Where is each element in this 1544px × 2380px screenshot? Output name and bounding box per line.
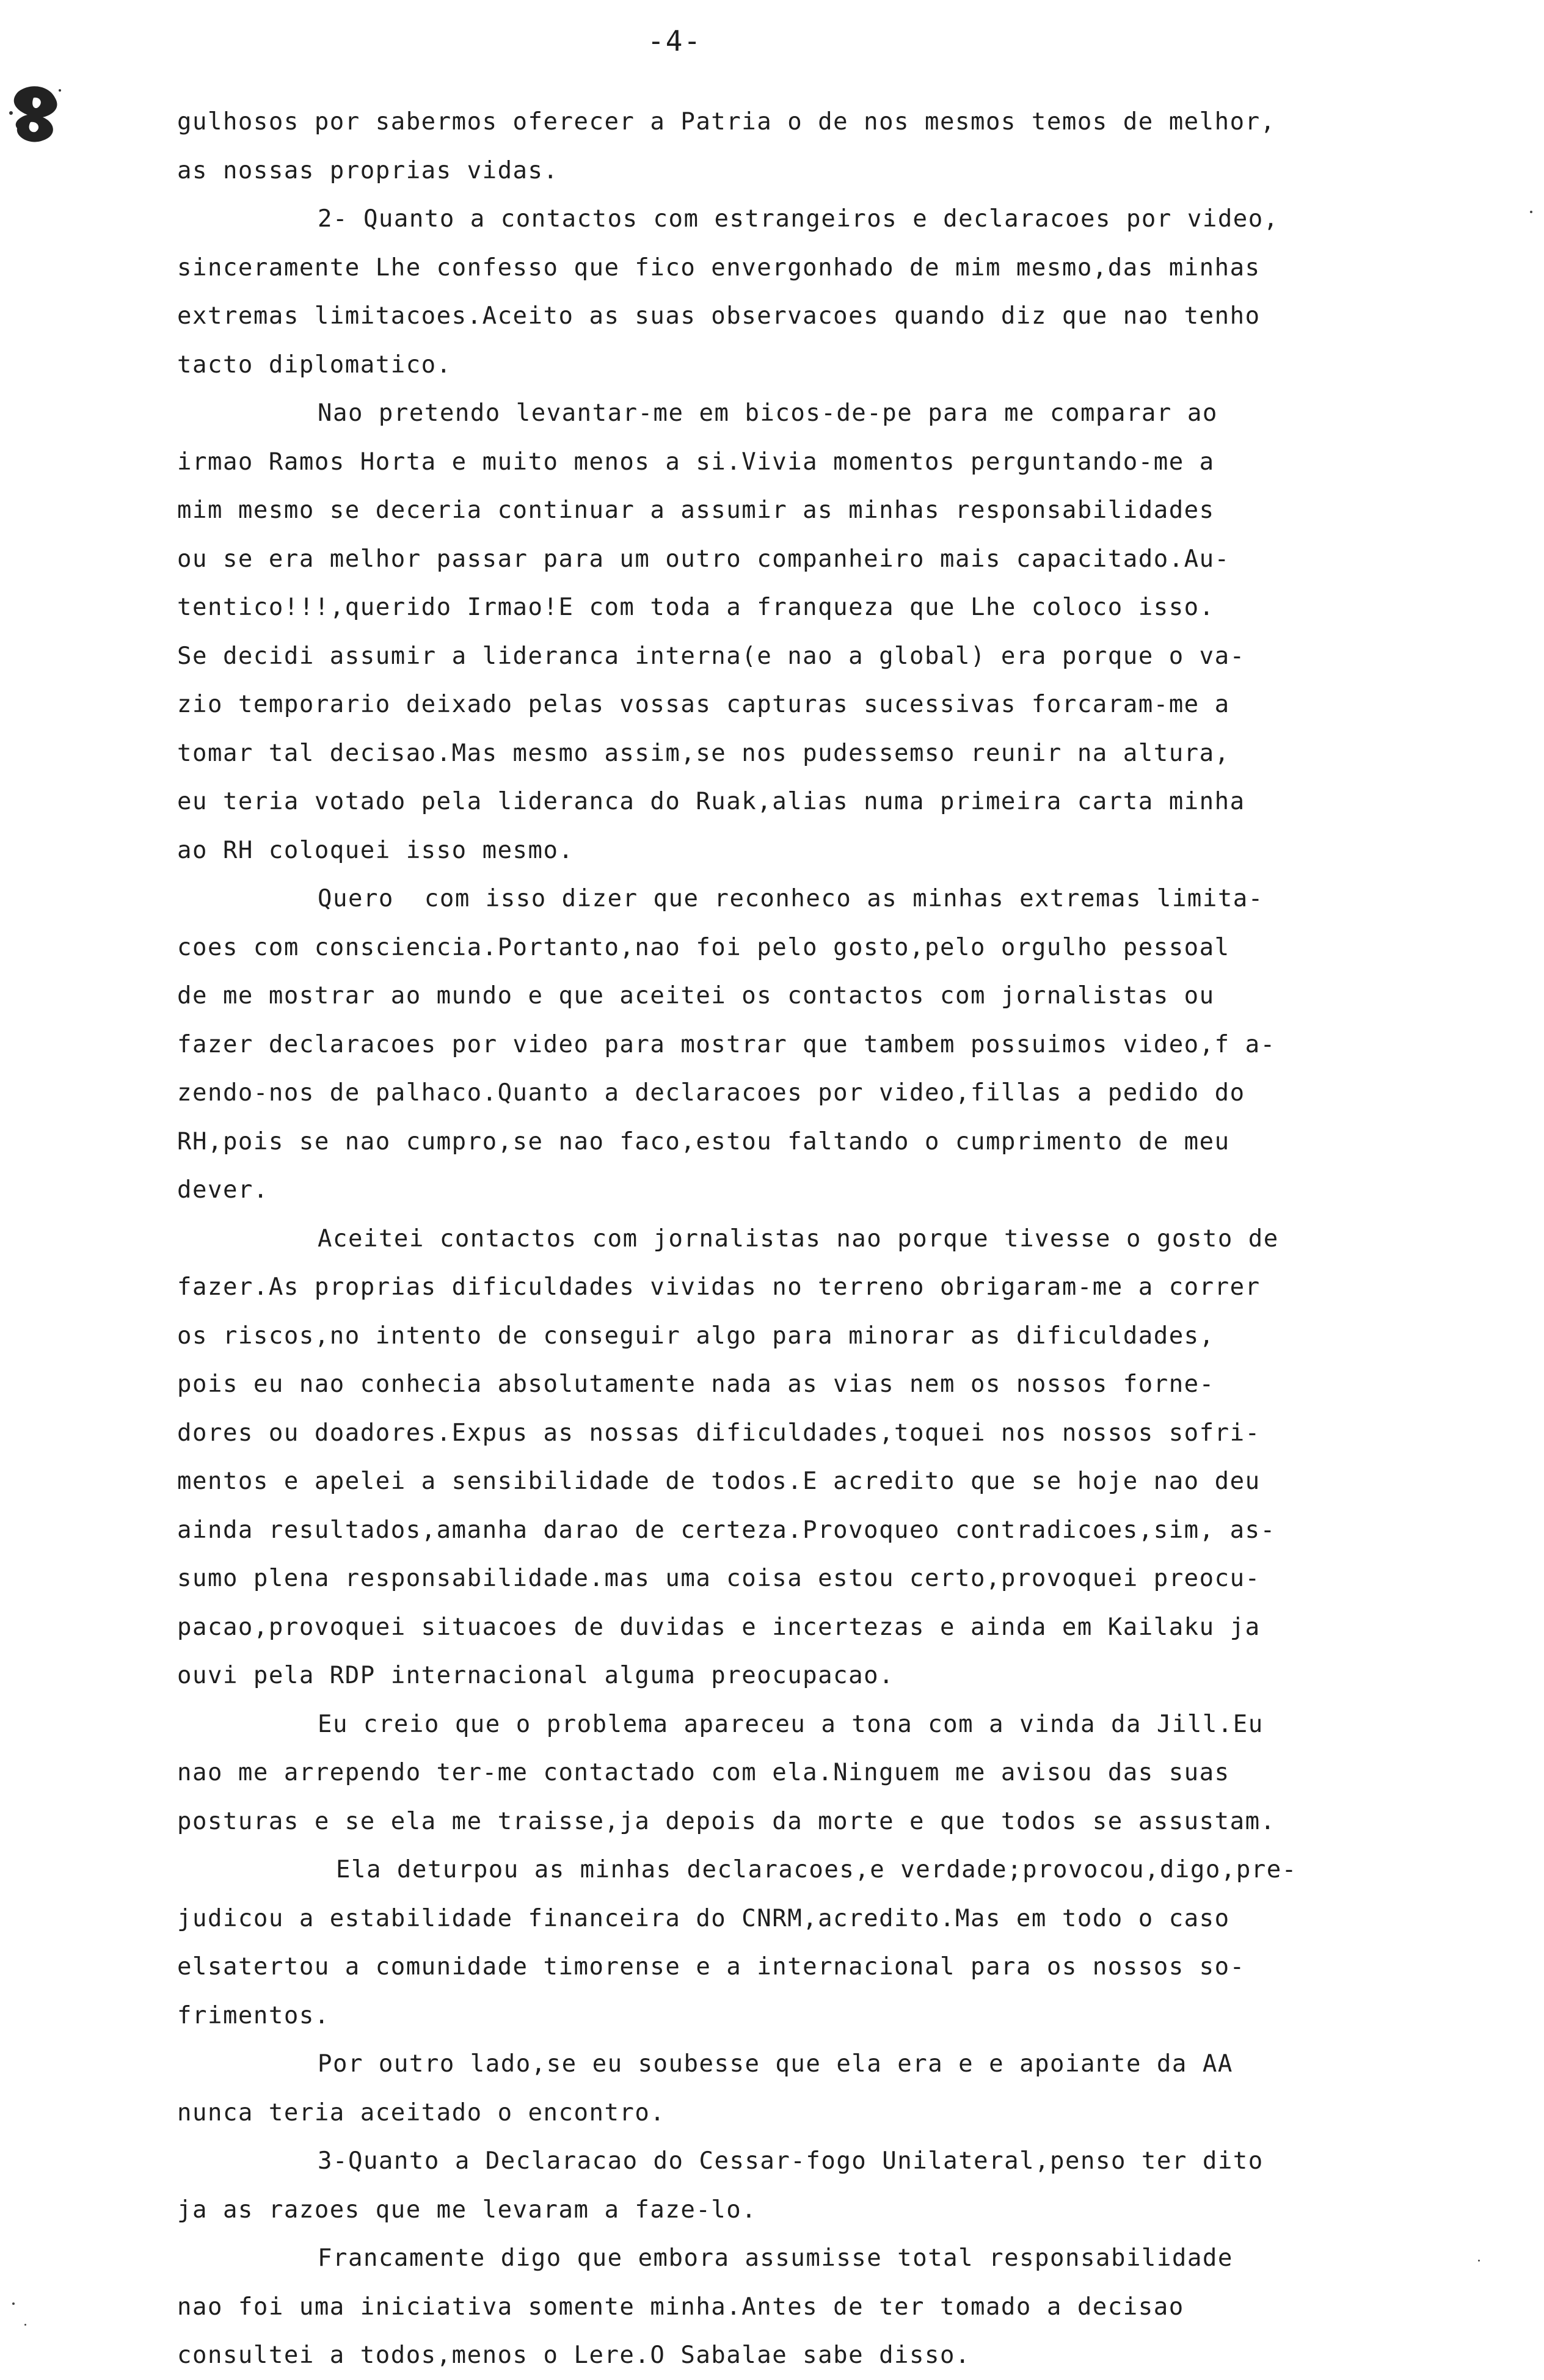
text-line: as nossas proprias vidas. — [177, 156, 559, 184]
text-line: Aceitei contactos com jornalistas nao porque tivesse o gosto de — [318, 1225, 1279, 1253]
text-line: irmao Ramos Horta e muito menos a si.Vivia momentos perguntando-me a — [177, 448, 1215, 476]
text-line: os riscos,no intento de conseguir algo para minorar as dificuldades, — [177, 1322, 1215, 1350]
text-line: posturas e se ela me traisse,ja depois da morte e que todos se assustam. — [177, 1807, 1276, 1835]
text-line: extremas limitacoes.Aceito as suas observacoes quando diz que nao tenho — [177, 302, 1261, 330]
text-line: RH,pois se nao cumpro,se nao faco,estou faltando o cumprimento de meu — [177, 1127, 1230, 1155]
text-line: mim mesmo se deceria continuar a assumir as minhas responsabilidades — [177, 497, 1215, 524]
page-number: -4- — [647, 24, 702, 57]
paper-speck — [12, 2302, 15, 2305]
text-line: de me mostrar ao mundo e que aceitei os contactos com jornalistas ou — [177, 982, 1215, 1010]
text-line: Francamente digo que embora assumisse total responsabilidade — [318, 2244, 1233, 2272]
text-line: tentico!!!,querido Irmao!E com toda a franqueza que Lhe coloco isso. — [177, 594, 1215, 621]
text-line: Se decidi assumir a lideranca interna(e nao a global) era porque o va- — [177, 642, 1245, 670]
text-line: consultei a todos,menos o Lere.O Sabalae sabe disso. — [177, 2342, 970, 2369]
text-line: tomar tal decisao.Mas mesmo assim,se nos pudessemso reunir na altura, — [177, 739, 1230, 767]
text-line: pois eu nao conhecia absolutamente nada as vias nem os nossos forne- — [177, 1370, 1215, 1398]
letter-body — [177, 98, 1484, 2380]
text-line: Ela deturpou as minhas declaracoes,e verdade;provocou,digo,pre- — [336, 1856, 1297, 1883]
text-line: ja as razoes que me levaram a faze-lo. — [177, 2196, 757, 2224]
text-line: frimentos. — [177, 2001, 330, 2029]
text-line: ao RH coloquei isso mesmo. — [177, 836, 574, 864]
text-line: mentos e apelei a sensibilidade de todos.E acredito que se hoje nao deu — [177, 1468, 1261, 1495]
text-line: judicou a estabilidade financeira do CNRM,acredito.Mas em todo o caso — [177, 1904, 1230, 1932]
text-line: Nao pretendo levantar-me em bicos-de-pe para me comparar ao — [318, 399, 1218, 427]
text-line: fazer declaracoes por video para mostrar que tambem possuimos video,f a- — [177, 1030, 1276, 1058]
text-line: sinceramente Lhe confesso que fico envergonhado de mim mesmo,das minhas — [177, 253, 1261, 282]
text-line: ou se era melhor passar para um outro companheiro mais capacitado.Au- — [177, 545, 1230, 573]
text-line: 2- Quanto a contactos com estrangeiros e declaracoes por video, — [318, 205, 1279, 233]
text-line: gulhosos por sabermos oferecer a Patria o de nos mesmos temos de melhor, — [177, 108, 1276, 136]
text-line: pacao,provoquei situacoes de duvidas e incertezas e ainda em Kailaku ja — [177, 1613, 1261, 1641]
text-line: fazer.As proprias dificuldades vividas no terreno obrigaram-me a correr — [177, 1273, 1261, 1301]
text-line: nunca teria aceitado o encontro. — [177, 2098, 666, 2127]
text-line: dores ou doadores.Expus as nossas dificuldades,toquei nos nossos sofri- — [177, 1419, 1261, 1447]
text-line: zio temporario deixado pelas vossas capturas sucessivas forcaram-me a — [177, 691, 1230, 718]
text-line: Eu creio que o problema apareceu a tona com a vinda da Jill.Eu — [318, 1710, 1264, 1738]
text-line: coes com consciencia.Portanto,nao foi pelo gosto,pelo orgulho pessoal — [177, 933, 1230, 961]
text-line: 3-Quanto a Declaracao do Cessar-fogo Unilateral,penso ter dito — [318, 2147, 1264, 2175]
text-line: zendo-nos de palhaco.Quanto a declaracoes por video,fillas a pedido do — [177, 1079, 1245, 1107]
text-line: dever. — [177, 1176, 269, 1204]
text-line: tacto diplomatico. — [177, 351, 452, 379]
paper-speck — [1530, 211, 1532, 213]
text-line: nao foi uma iniciativa somente minha.Antes de ter tomado a decisao — [177, 2293, 1184, 2321]
text-line: elsatertou a comunidade timorense e a internacional para os nossos so- — [177, 1953, 1245, 1981]
text-line: ainda resultados,amanha darao de certeza.Provoqueo contradicoes,sim, as- — [177, 1516, 1276, 1544]
text-line: eu teria votado pela lideranca do Ruak,alias numa primeira carta minha — [177, 788, 1245, 815]
text-line: ouvi pela RDP internacional alguma preocupacao. — [177, 1662, 895, 1689]
text-line: nao me arrependo ter-me contactado com ela.Ninguem me avisou das suas — [177, 1759, 1230, 1786]
text-line: sumo plena responsabilidade.mas uma coisa estou certo,provoquei preocu- — [177, 1565, 1261, 1592]
text-line: Por outro lado,se eu soubesse que ela era e e apoiante da AA — [318, 2050, 1233, 2078]
text-line: Quero com isso dizer que reconheco as minhas extremas limita- — [318, 885, 1264, 912]
paper-speck — [24, 2324, 26, 2326]
ink-blot-mark — [6, 79, 64, 147]
